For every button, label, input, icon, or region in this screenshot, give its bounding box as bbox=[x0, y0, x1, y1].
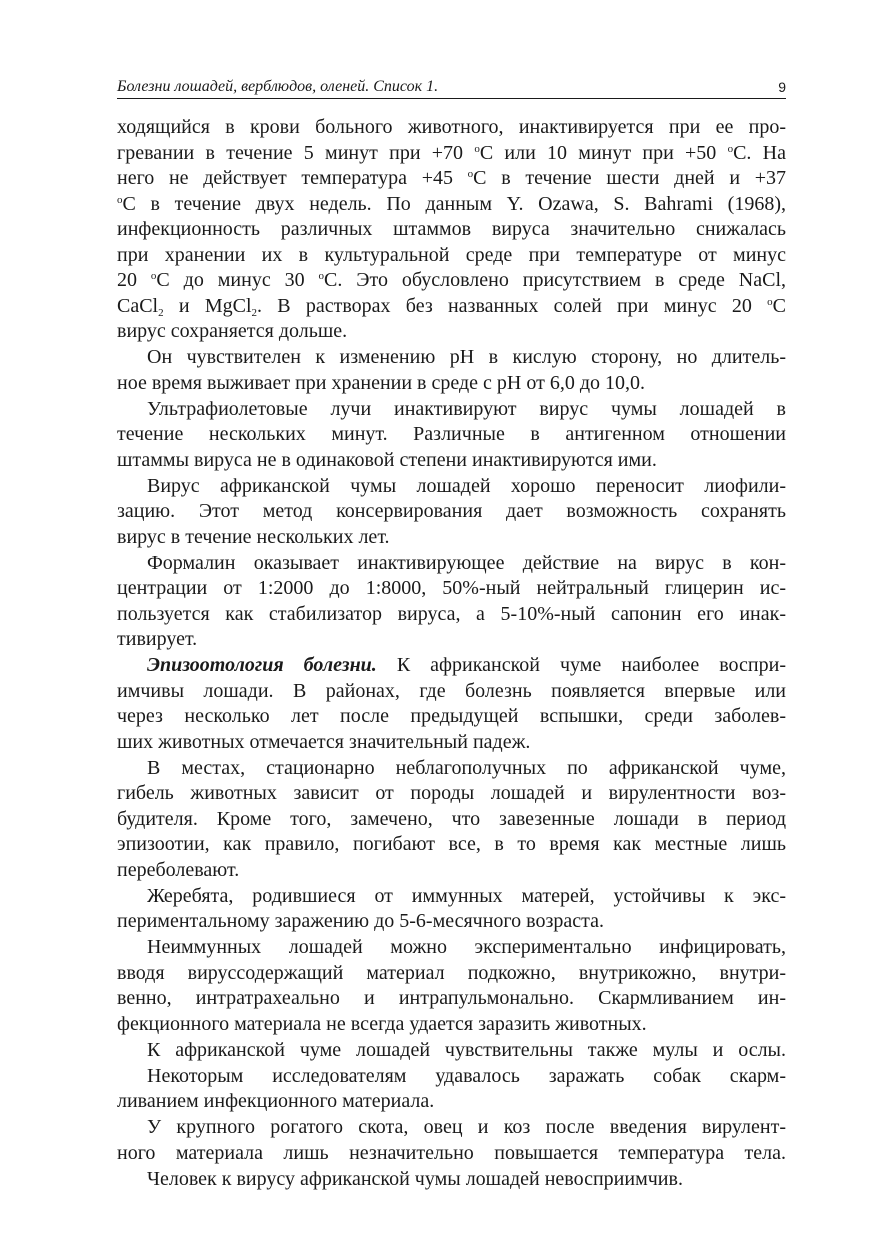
text-line: Человек к вирусу африканской чумы лошадей невосприимчив. bbox=[147, 1167, 683, 1190]
text-line: В местах, стационарно неблагополучных по африканской чуме, bbox=[147, 756, 786, 779]
paragraph bbox=[117, 653, 786, 755]
text-line: переболевают. bbox=[117, 858, 240, 881]
text-line: ное время выживает при хранении в среде с pH от 6,0 до 10,0. bbox=[117, 371, 646, 394]
text-line: Эпизоотология болезни. К африканской чуме наиболее воспри- bbox=[147, 654, 786, 676]
page-body bbox=[117, 115, 786, 1192]
text-line: Он чувствителен к изменению pH в кислую сторону, но длитель- bbox=[147, 346, 786, 368]
text-line: Жеребята, родившиеся от иммунных матерей, устойчивы к экс- bbox=[147, 884, 786, 907]
text-line: фекционного материала не всегда удается заразить животных. bbox=[117, 1012, 647, 1035]
text-line: вирус сохраняется дольше. bbox=[117, 320, 348, 342]
running-title: Болезни лошадей, верблюдов, оленей. Список 1. bbox=[117, 78, 439, 95]
text-line: при хранении их в культуральной среде при температуре от минус bbox=[117, 243, 786, 266]
text-line: венно, интратрахеально и интрапульмонально. Скармливанием ин- bbox=[117, 987, 786, 1009]
section-lead-heading: Эпизоотология болезни. bbox=[147, 654, 377, 676]
text-line: CaCl$_2$ и MgCl$_2$. В растворах без названных солей при минус 20 $^о$С bbox=[117, 294, 786, 319]
text-line: Вирус африканской чумы лошадей хорошо переносит лиофили- bbox=[147, 474, 786, 497]
text-line: пользуется как стабилизатор вируса, а 5-10%-ный сапонин его инак- bbox=[117, 602, 786, 625]
text-line: центрации от 1:2000 до 1:8000, 50%-ный нейтральный глицерин ис- bbox=[117, 577, 786, 599]
text-line: штаммы вируса не в одинаковой степени инактивируются ими. bbox=[117, 448, 657, 471]
text-line: ливанием инфекционного материала. bbox=[117, 1090, 435, 1112]
text-line: зацию. Этот метод консервирования дает возможность сохранять bbox=[117, 500, 786, 522]
paragraph bbox=[117, 551, 786, 653]
text-line: Ультрафиолетовые лучи инактивируют вирус чумы лошадей в bbox=[147, 397, 786, 420]
text-line: У крупного рогатого скота, овец и коз после введения вирулент- bbox=[147, 1116, 786, 1138]
text-line: ного материала лишь незначительно повышается температура тела. bbox=[117, 1141, 786, 1164]
text-line: Неиммунных лошадей можно экспериментально инфицировать, bbox=[147, 936, 786, 958]
text-line: гибель животных зависит от породы лошадей и вирулентности воз- bbox=[117, 782, 786, 804]
text-line: Формалин оказывает инактивирующее действие на вирус в кон- bbox=[147, 551, 786, 574]
text-line: имчивы лошади. В районах, где болезнь появляется впервые или bbox=[117, 679, 786, 702]
text-line: Некоторым исследователям удавалось заражать собак скарм- bbox=[147, 1064, 786, 1087]
paragraph bbox=[117, 345, 786, 396]
text-line: гревании в течение 5 минут при +70 $^о$С или 10 минут при +50 $^о$С. На bbox=[117, 141, 786, 164]
paragraph bbox=[117, 397, 786, 474]
text-line: ходящийся в крови больного животного, инактивируется при ее про- bbox=[117, 116, 786, 138]
running-header bbox=[117, 76, 786, 99]
paragraph bbox=[117, 884, 786, 935]
text-line: тивирует. bbox=[117, 628, 198, 650]
paragraph bbox=[117, 1167, 786, 1193]
text-line: него не действует температура +45 $^о$С в течение шести дней и +37 bbox=[117, 167, 786, 189]
paragraph bbox=[117, 935, 786, 1037]
paragraph bbox=[117, 115, 786, 345]
text-line: вводя вируссодержащий материал подкожно, внутрикожно, внутри- bbox=[117, 961, 786, 984]
paragraph bbox=[117, 756, 786, 884]
text-line: течение нескольких минут. Различные в антигенном отношении bbox=[117, 423, 786, 445]
paragraph bbox=[117, 1038, 786, 1064]
text-line: через несколько лет после предыдущей вспышки, среди заболев- bbox=[117, 705, 786, 727]
text-line: $^о$С в течение двух недель. По данным Y. Ozawa, S. Bahrami (1968), bbox=[117, 192, 786, 215]
text-line: вирус в течение нескольких лет. bbox=[117, 525, 390, 548]
paragraph bbox=[117, 474, 786, 551]
paragraph bbox=[117, 1115, 786, 1166]
text-line: эпизоотии, как правило, погибают все, в то время как местные лишь bbox=[117, 833, 786, 855]
text-line: периментальному заражению до 5-6-месячного возраста. bbox=[117, 910, 604, 932]
paragraph bbox=[117, 1064, 786, 1115]
text-line: инфекционность различных штаммов вируса значительно снижалась bbox=[117, 218, 786, 240]
text-line: ших животных отмечается значительный падеж. bbox=[117, 730, 531, 753]
text-line: будителя. Кроме того, замечено, что завезенные лошади в период bbox=[117, 807, 786, 830]
page-number: 9 bbox=[778, 79, 786, 95]
text-line: 20 $^о$С до минус 30 $^о$С. Это обусловлено присутствием в среде NaCl, bbox=[117, 269, 786, 291]
text-line: К африканской чуме лошадей чувствительны также мулы и ослы. bbox=[147, 1038, 786, 1061]
